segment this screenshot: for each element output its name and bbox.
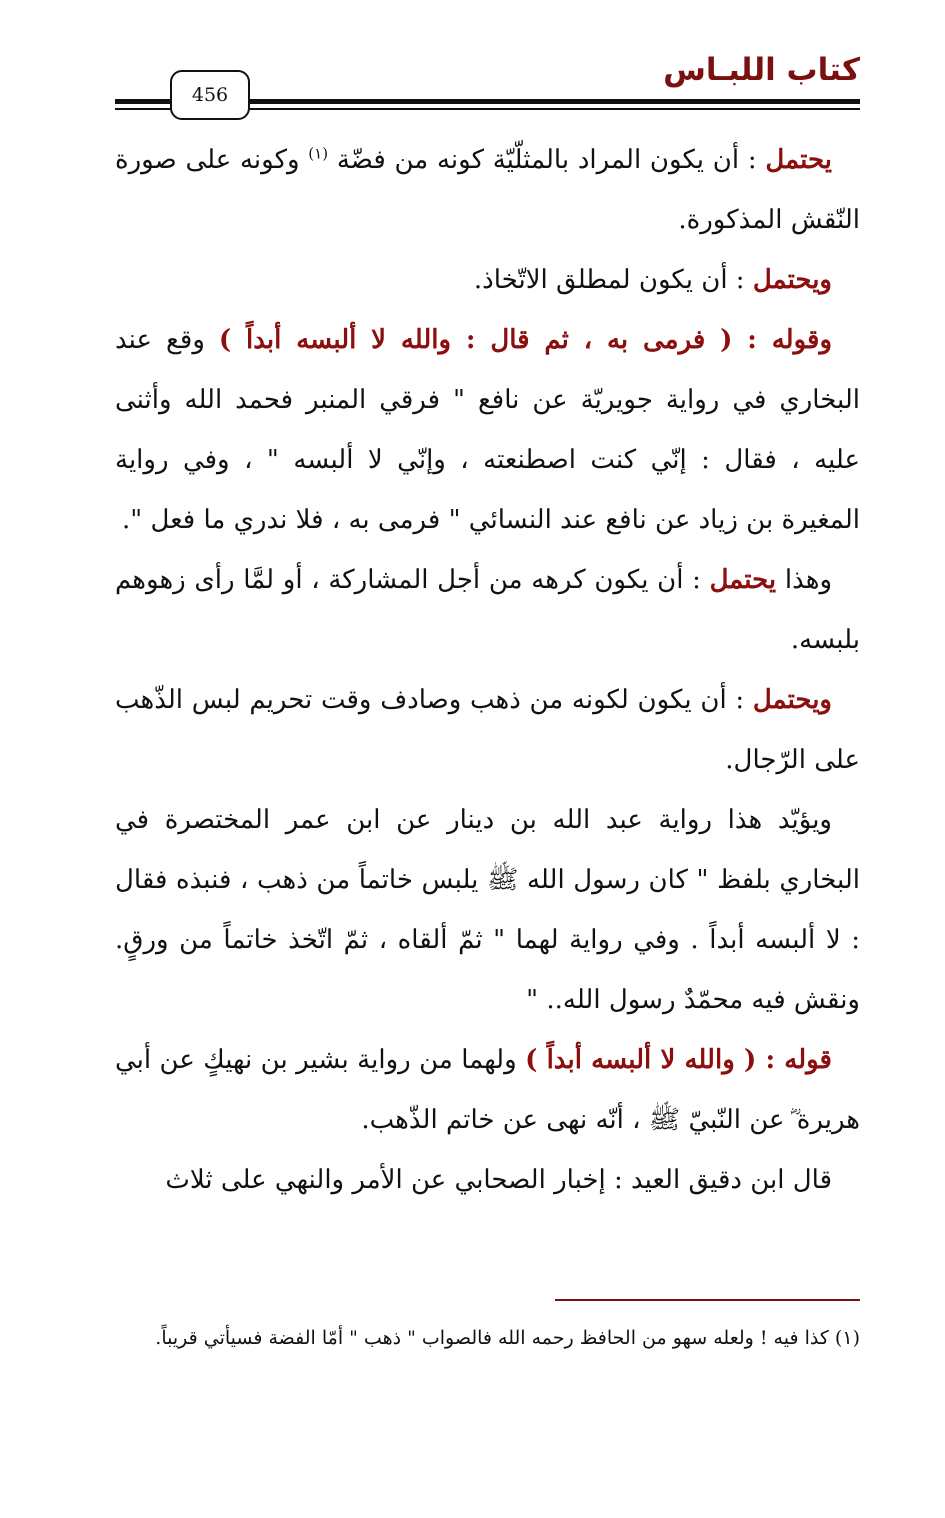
- paragraph-2: [115, 250, 860, 310]
- paragraph-6: [115, 790, 860, 1030]
- paragraph-4: [115, 550, 860, 670]
- paragraph-8: [115, 1150, 860, 1210]
- paragraph-7: [115, 1030, 860, 1150]
- paragraph-5: [115, 670, 860, 790]
- text: ولهما من رواية بشير بن نهيكٍ عن أبي هريرة ؓ عن النّبيّ ﷺ ، أنّه نهى عن خاتم الذّهب.: [115, 1045, 860, 1135]
- text: ويؤيّد هذا رواية عبد الله بن دينار عن ابن عمر المختصرة في البخاري بلفظ " كان رسول الله ﷺ يلبس خاتماً من ذهب ، فنبذه فقال : لا ألبسه أبداً . وفي رواية لهما " ثمّ ألقاه ، ثمّ اتّخذ خاتماً من ورقٍ. ونقش فيه محمّدٌ رسول الله.. ": [115, 805, 860, 1015]
- text: وهذا: [776, 565, 832, 595]
- paragraph-3: [115, 310, 860, 550]
- footnote: (١) كذا فيه ! ولعله سهو من الحافظ رحمه الله فالصواب " ذهب " أمّا الفضة فسيأتي قريباً.: [155, 1327, 860, 1349]
- text: وقع عند البخاري في رواية جويريّة عن نافع " فرقي المنبر فحمد الله وأثنى عليه ، فقال : إنّي كنت اصطنعته ، وإنّي لا ألبسه " ، وفي رواية المغيرة بن زياد عن نافع عند النسائي " فرمى به ، فلا ندري ما فعل ".: [115, 325, 860, 535]
- text: : أن يكون لمطلق الاتّخاذ.: [473, 265, 753, 295]
- keyword: ويحتمل: [752, 265, 832, 295]
- keyword: يحتمل: [709, 565, 777, 595]
- body-text: [115, 130, 860, 1210]
- footnote-ref: (١): [308, 144, 329, 163]
- book-title: كتاب اللبـاس: [663, 52, 860, 88]
- paragraph-1: [115, 130, 860, 250]
- text: : أن يكون المراد بالمثلّيّة كونه من فضّة: [328, 145, 766, 175]
- text: قال ابن دقيق العيد : إخبار الصحابي عن الأمر والنهي على ثلاث: [165, 1165, 832, 1195]
- footnote-divider: [555, 1299, 860, 1301]
- text: : أن يكون لكونه من ذهب وصادف وقت تحريم لبس الذّهب على الرّجال.: [115, 685, 860, 775]
- keyword: ويحتمل: [752, 685, 832, 715]
- text: وكونه على صورة النّقش المذكورة.: [115, 145, 860, 235]
- page-header: [0, 0, 945, 140]
- keyword: قوله : ( والله لا ألبسه أبداً ): [525, 1045, 832, 1075]
- text: : أن يكون كرهه من أجل المشاركة ، أو لمَّا رأى زهوهم بلبسه.: [115, 565, 860, 655]
- page-number: 456: [170, 70, 250, 120]
- keyword: وقوله : ( فرمى به ، ثم قال : والله لا ألبسه أبداً ): [218, 325, 832, 355]
- keyword: يحتمل: [765, 145, 832, 175]
